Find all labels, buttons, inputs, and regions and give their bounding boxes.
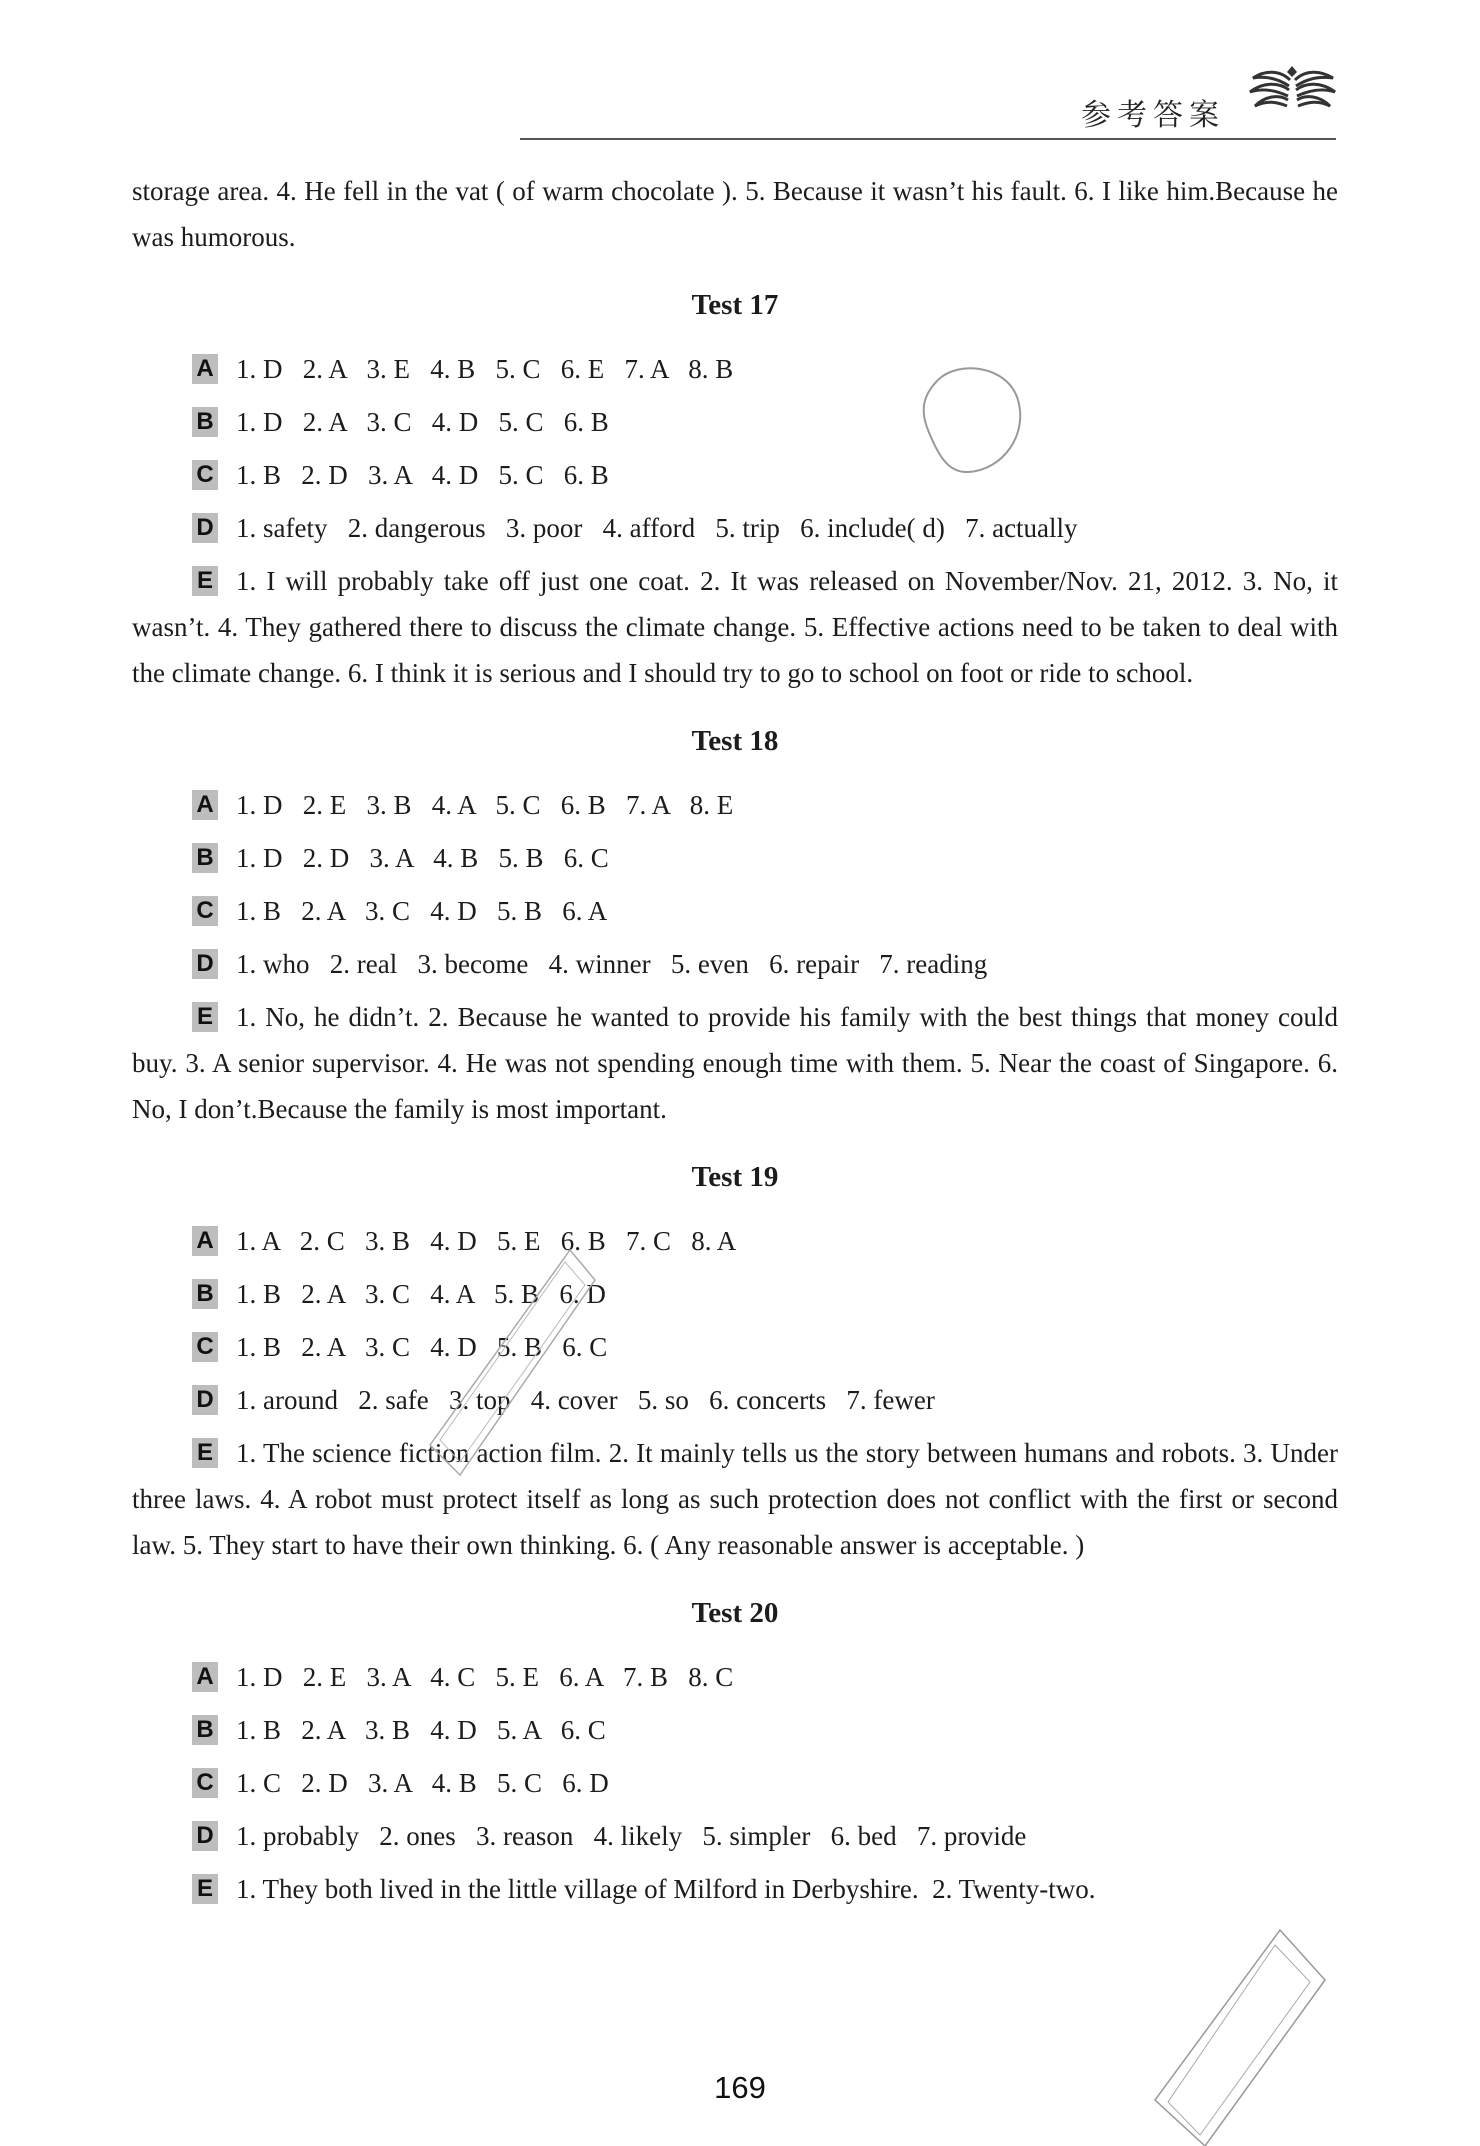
intro-paragraph: storage area. 4. He fell in the vat ( of warm chocolate ). 5. Because it wasn’t his fault. 6. I like him.Because he was humorous. [132,176,1338,252]
answer-row-a [132,1214,1338,1267]
answer-row-e [132,994,1338,1132]
answer-row-b [132,395,1338,448]
test-title: Test 18 [691,725,779,757]
answer-row-b [132,831,1338,884]
answers: 1. B 2. A 3. C 4. D 5. B 6. A [236,895,608,926]
answers: 1. I will probably take off just one coat. 2. It was released on November/Nov. 21, 2012. 3. No, it wasn’t. 4. They gathered there to discuss the climate change. 5. Effective actions need to be taken to deal with the climate change. 6. I think it is serious and I should try to go to school on foot or ride to school. [132,566,1338,688]
watermark-diagonal [420,1240,600,1480]
answer-row-a [132,342,1338,395]
watermark-diagonal [1110,1920,1330,2146]
answers: 1. D 2. E 3. A 4. C 5. E 6. A 7. B 8. C [236,1661,734,1692]
answers: 1. safety 2. dangerous 3. poor 4. afford 5. trip 6. include( d) 7. actually [236,512,1078,543]
section-badge: E [192,1002,218,1032]
test-section [132,1154,1338,1568]
section-badge: B [192,1715,218,1745]
section-badge: B [192,407,218,437]
section-badge: D [192,949,218,979]
answers: 1. C 2. D 3. A 4. B 5. C 6. D [236,1767,609,1798]
section-badge: D [192,513,218,543]
answer-row-d [132,501,1338,554]
section-badge: C [192,1332,218,1362]
test-title: Test 17 [691,289,779,321]
section-badge: E [192,1438,218,1468]
answer-row-a [132,1650,1338,1703]
answers: 1. D 2. D 3. A 4. B 5. B 6. C [236,842,609,873]
answer-row-c [132,884,1338,937]
section-badge: C [192,896,218,926]
answer-row-e [132,558,1338,696]
answers: 1. A 2. C 3. B 4. D 5. E 6. B 7. C 8. A [236,1225,737,1256]
answers: 1. D 2. A 3. E 4. B 5. C 6. E 7. A 8. B [236,353,734,384]
answers: 1. The science fiction action film. 2. It mainly tells us the story between humans and robots. 3. Under three laws. 4. A robot must protect itself as long as such protection does not conflict with the first or second law. 5. They start to have their own thinking. 6. ( Any reasonable answer is acceptable. ) [132,1438,1338,1560]
answer-row-e [132,1862,1338,1915]
answer-row-e [132,1430,1338,1568]
answers: 1. probably 2. ones 3. reason 4. likely 5. simpler 6. bed 7. provide [236,1820,1027,1851]
answers: 1. They both lived in the little village of Milford in Derbyshire. 2. Twenty-two. [236,1873,1096,1904]
section-badge: B [192,843,218,873]
answer-row-c [132,1320,1338,1373]
section-badge: C [192,1768,218,1798]
section-badge: B [192,1279,218,1309]
answers: 1. B 2. A 3. C 4. A 5. B 6. D [236,1278,606,1309]
header-title: 参考答案 [1081,98,1225,133]
header-rule [520,138,1336,140]
answers: 1. D 2. E 3. B 4. A 5. C 6. B 7. A 8. E [236,789,734,820]
page-number: 169 [714,2070,766,2105]
answer-row-d [132,937,1338,990]
section-badge: D [192,1821,218,1851]
answer-row-c [132,448,1338,501]
answer-row-d [132,1809,1338,1862]
watermark-seal [918,360,1028,480]
answers: 1. B 2. A 3. C 4. D 5. B 6. C [236,1331,608,1362]
answer-row-b [132,1267,1338,1320]
section-badge: A [192,1662,218,1692]
answers: 1. around 2. safe 3. top 4. cover 5. so 6. concerts 7. fewer [236,1384,935,1415]
answer-row-d [132,1373,1338,1426]
section-badge: E [192,1874,218,1904]
page-header [520,60,1340,140]
answers: 1. D 2. A 3. C 4. D 5. C 6. B [236,406,609,437]
section-badge: E [192,566,218,596]
answers: 1. No, he didn’t. 2. Because he wanted to provide his family with the best things that money could buy. 3. A senior supervisor. 4. He was not spending enough time with them. 5. Near the coast of Singapore. 6. No, I don’t.Because the family is most important. [132,1002,1338,1124]
test-title: Test 19 [691,1161,779,1193]
test-section [132,718,1338,1132]
answer-row-c [132,1756,1338,1809]
test-section [132,1590,1338,1915]
section-badge: A [192,790,218,820]
answers: 1. B 2. A 3. B 4. D 5. A 6. C [236,1714,606,1745]
answer-row-b [132,1703,1338,1756]
answer-content [132,168,1338,1915]
test-title: Test 20 [691,1597,779,1629]
leaf-wings-icon [1245,60,1340,132]
answers: 1. B 2. D 3. A 4. D 5. C 6. B [236,459,609,490]
answer-row-a [132,778,1338,831]
section-badge: A [192,1226,218,1256]
section-badge: C [192,460,218,490]
section-badge: A [192,354,218,384]
test-section [132,282,1338,696]
answers: 1. who 2. real 3. become 4. winner 5. even 6. repair 7. reading [236,948,988,979]
section-badge: D [192,1385,218,1415]
